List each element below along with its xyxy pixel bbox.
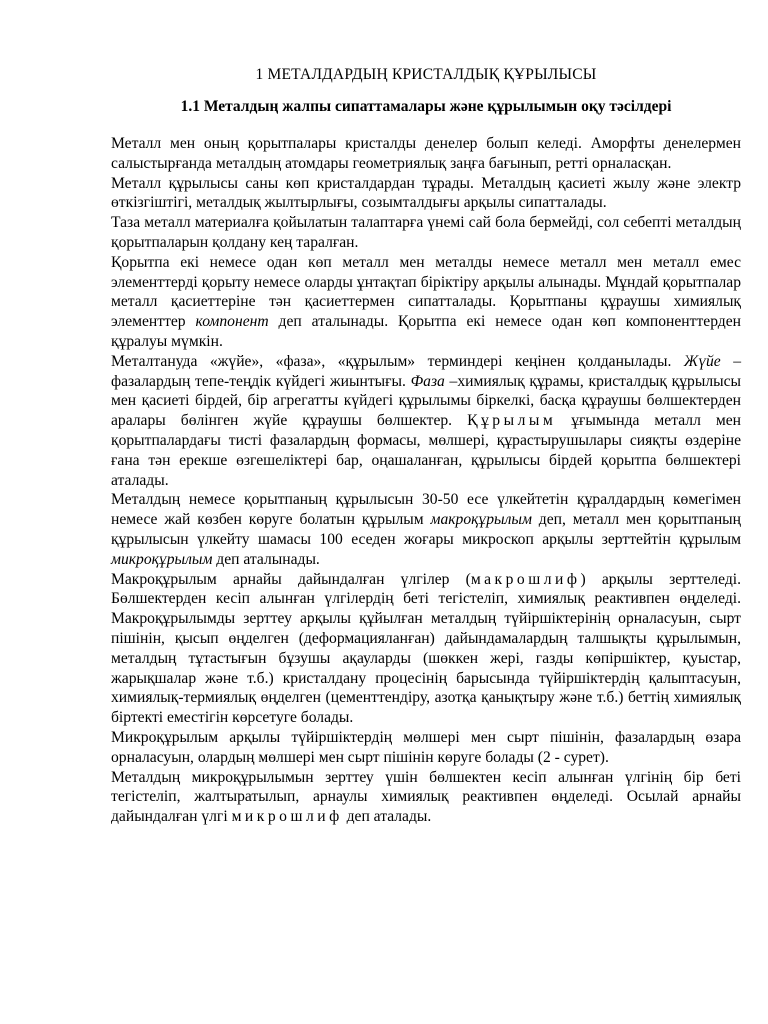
paragraph-terms xyxy=(111,352,741,491)
document-page xyxy=(111,66,741,827)
text-run: Қорытпа екі немесе одан көп металл мен металды немесе металл мен металл емес элементтерді қорыту немесе оларды ұнтақтап біріктіру арқылы алынады. Мұндай қорытпалар металл қасиеттеріне тән қасиеттермен сипатталады. Қорытпаны құраушы химиялық элементтер xyxy=(111,253,741,331)
text-run: Металдың микроқұрылымын зерттеу үшін бөлшектен кесіп алынған үлгінің бір беті тегістеліп, жалтыратылып, арнаулы химиялық реактивпен өңделеді. Осылай арнайы дайындалған үлгі xyxy=(111,768,741,826)
paragraph-metal-alloys: Металл мен оның қорытпалары кристалды денелер болып келеді. Аморфты денелермен салыстырғанда металдың атомдары геометриялық заңға бағынып, ретті орналасқан. xyxy=(111,135,741,172)
term-component: компонент xyxy=(195,313,269,331)
text-run: Металтануда «жүйе», «фаза», «құрылым» терминдері кеңінен қолданылады. xyxy=(111,352,684,370)
section-title: 1.1 Металдың жалпы сипаттамалары және құрылымын оқу тәсілдері xyxy=(180,98,672,115)
text-run: Макроқұрылым арнайы дайындалған үлгілер ( xyxy=(111,570,471,588)
term-microstructure: микроқұрылым xyxy=(111,550,213,568)
text-run: деп аталынады. Қорытпа екі немесе одан көп компоненттерден құралуы мүмкін. xyxy=(111,313,741,350)
text-run: ұғымында металл мен қорытпалардағы тисті фазалардың формасы, мөлшері, құрастырушылары сияқты өздеріне ғана тән ерекше өзгешеліктері бар, оңашаланған, құрылысы бірдей қорытпа бөлшектері аталады. xyxy=(111,412,741,489)
paragraph-microstructure: Микроқұрылым арқылы түйіршіктердің мөлшері мен сырт пішінін, фазалардың өзара орналасуын, олардың мөлшері мен сырт пішінін көруге болады (2 - сурет). xyxy=(111,728,741,766)
chapter-title: 1 МЕТАЛДАРДЫҢ КРИСТАЛДЫҚ ҚҰРЫЛЫСЫ xyxy=(255,66,597,83)
term-structure: Құрылым xyxy=(467,412,557,430)
paragraph-macro-micro xyxy=(111,490,741,569)
paragraph-macrostructure xyxy=(111,570,741,728)
text-run: Металдың немесе қорытпаның құрылысын 30-50 есе үлкейтетін құралдардың көмегімен немесе жай көзбен көруге болатын құрылым xyxy=(111,491,741,529)
term-macrostructure: макроқұрылым xyxy=(430,511,532,529)
paragraph-microsection xyxy=(111,768,741,827)
text-run: деп аталынады. xyxy=(212,550,320,568)
text-run: ) арқылы зерттеледі. Бөлшектерден кесіп алынған үлгілердің беті тегістеліп, химиялық реактивпен өңделеді. Макроқұрылымды зерттеу арқылы құйылған металдың түйіршіктерінің орналасуын, сырт пішінін, қысып өңделген (деформацияланған) дайындамалардың талшықты құрылымын, металдың тұтастығын бұзушы ақауларды (шөккен жері, газды көпіршіктер, қуыстар, жарықшалар және т.б.) кристалдану процесінің барысында түйіршіктердің қалыптасуын, химиялық-термиялық өңделген (цементтендіру, азотқа қанықтыру және т.б.) беттің химиялық біртекті еместігін көрсетуге болады. xyxy=(111,570,741,727)
paragraph-metal-structure: Металл құрылысы саны көп кристалдардан тұрады. Металдың қасиеті жылу және электр өткізгіштігі, металдық жылтырлығы, созымталдығы арқылы сипатталады. xyxy=(111,174,741,212)
text-run: – фазалардың тепе-теңдік күйдегі жиынтығы. xyxy=(111,352,741,390)
text-run: деп аталады. xyxy=(342,808,432,826)
term-macrosection: макрошлиф xyxy=(470,570,581,588)
term-system: Жүйе xyxy=(683,352,721,370)
document-body xyxy=(111,134,741,827)
paragraph-alloy-definition xyxy=(111,253,741,352)
term-microsection: микрошлиф xyxy=(231,808,343,826)
paragraph-pure-metal: Таза металл материалға қойылатын талаптарға үнемі сай бола бермейді, сол себепті металдың қорытпаларын қолдану кең таралған. xyxy=(111,214,741,251)
term-phase: Фаза xyxy=(410,372,445,390)
text-run: –химиялық құрамы, кристалдық құрылысы мен қасиеті бірдей, бір агрегатты күйдегі құрылымы біркелкі, басқа құраушы бөлшектерден аралары бөлінген жүйе құраушы бөлшектер. xyxy=(111,372,741,430)
text-run: деп, металл мен қорытпаның құрылысын үлкейту шамасы 100 еседен жоғары микроскоп арқылы зерттейтін құрылым xyxy=(111,511,742,548)
